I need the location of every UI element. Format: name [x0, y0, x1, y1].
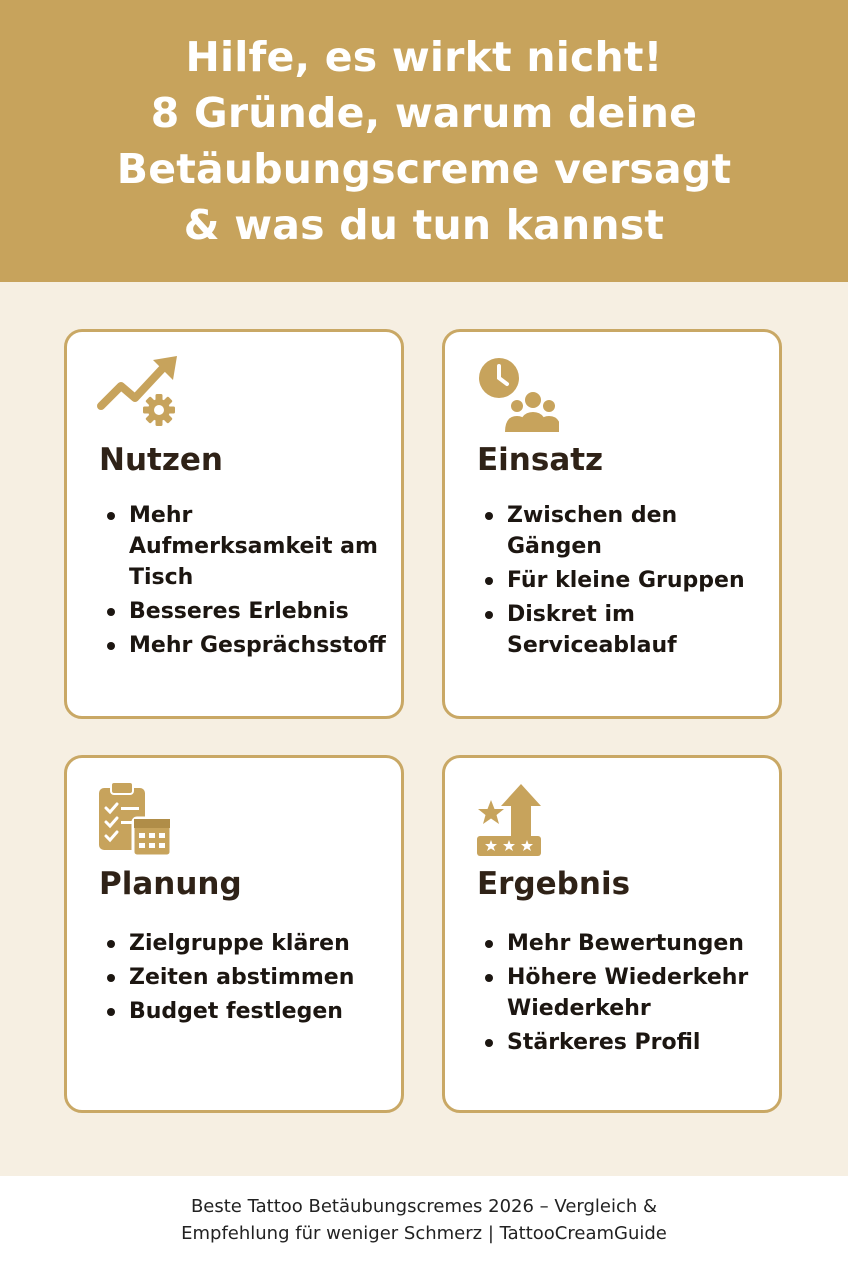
list-item: Für kleine Gruppen [483, 565, 773, 596]
list-item: Zwischen den Gängen [483, 500, 773, 562]
card-list [105, 928, 395, 1030]
card-list [483, 500, 773, 664]
card-ergebnis [442, 755, 782, 1113]
growth-chart-gear-icon [97, 354, 181, 434]
star-rating-arrow-icon [475, 780, 559, 860]
footer [0, 1176, 848, 1264]
card-nutzen [64, 329, 404, 719]
list-item: Zeiten abstimmen [105, 962, 395, 993]
list-item: Mehr Gesprächsstoff [105, 630, 395, 661]
title-line: Betäubungscreme versagt [116, 145, 732, 193]
list-item: Diskret im Serviceablauf [483, 599, 773, 661]
title-line: 8 Gründe, warum deine [150, 89, 698, 137]
footer-line: Beste Tattoo Betäubungscremes 2026 – Vergleich & [190, 1196, 658, 1217]
card-title: Planung [99, 866, 242, 902]
footer-caption [181, 1193, 667, 1247]
card-einsatz [442, 329, 782, 719]
card-list [483, 928, 773, 1061]
card-title: Nutzen [99, 442, 223, 478]
clock-group-icon [475, 354, 559, 434]
list-item: Zielgruppe klären [105, 928, 395, 959]
list-item: Budget festlegen [105, 996, 395, 1027]
title-line: Hilfe, es wirkt nicht! [185, 33, 663, 81]
card-title: Einsatz [477, 442, 604, 478]
list-item: Mehr Bewertungen [483, 928, 773, 959]
card-planung [64, 755, 404, 1113]
title-line: & was du tun kannst [183, 201, 665, 249]
header-banner [0, 0, 848, 282]
page-title [117, 29, 732, 253]
card-list [105, 500, 395, 664]
footer-line: Empfehlung für weniger Schmerz | TattooCreamGuide [181, 1223, 667, 1244]
list-item: Höhere Wiederkehr Wiederkehr [483, 962, 773, 1024]
card-title: Ergebnis [477, 866, 631, 902]
clipboard-calendar-icon [97, 780, 181, 860]
list-item: Stärkeres Profil [483, 1027, 773, 1058]
list-item: Besseres Erlebnis [105, 596, 395, 627]
list-item: Mehr Aufmerksamkeit am Tisch [105, 500, 395, 593]
